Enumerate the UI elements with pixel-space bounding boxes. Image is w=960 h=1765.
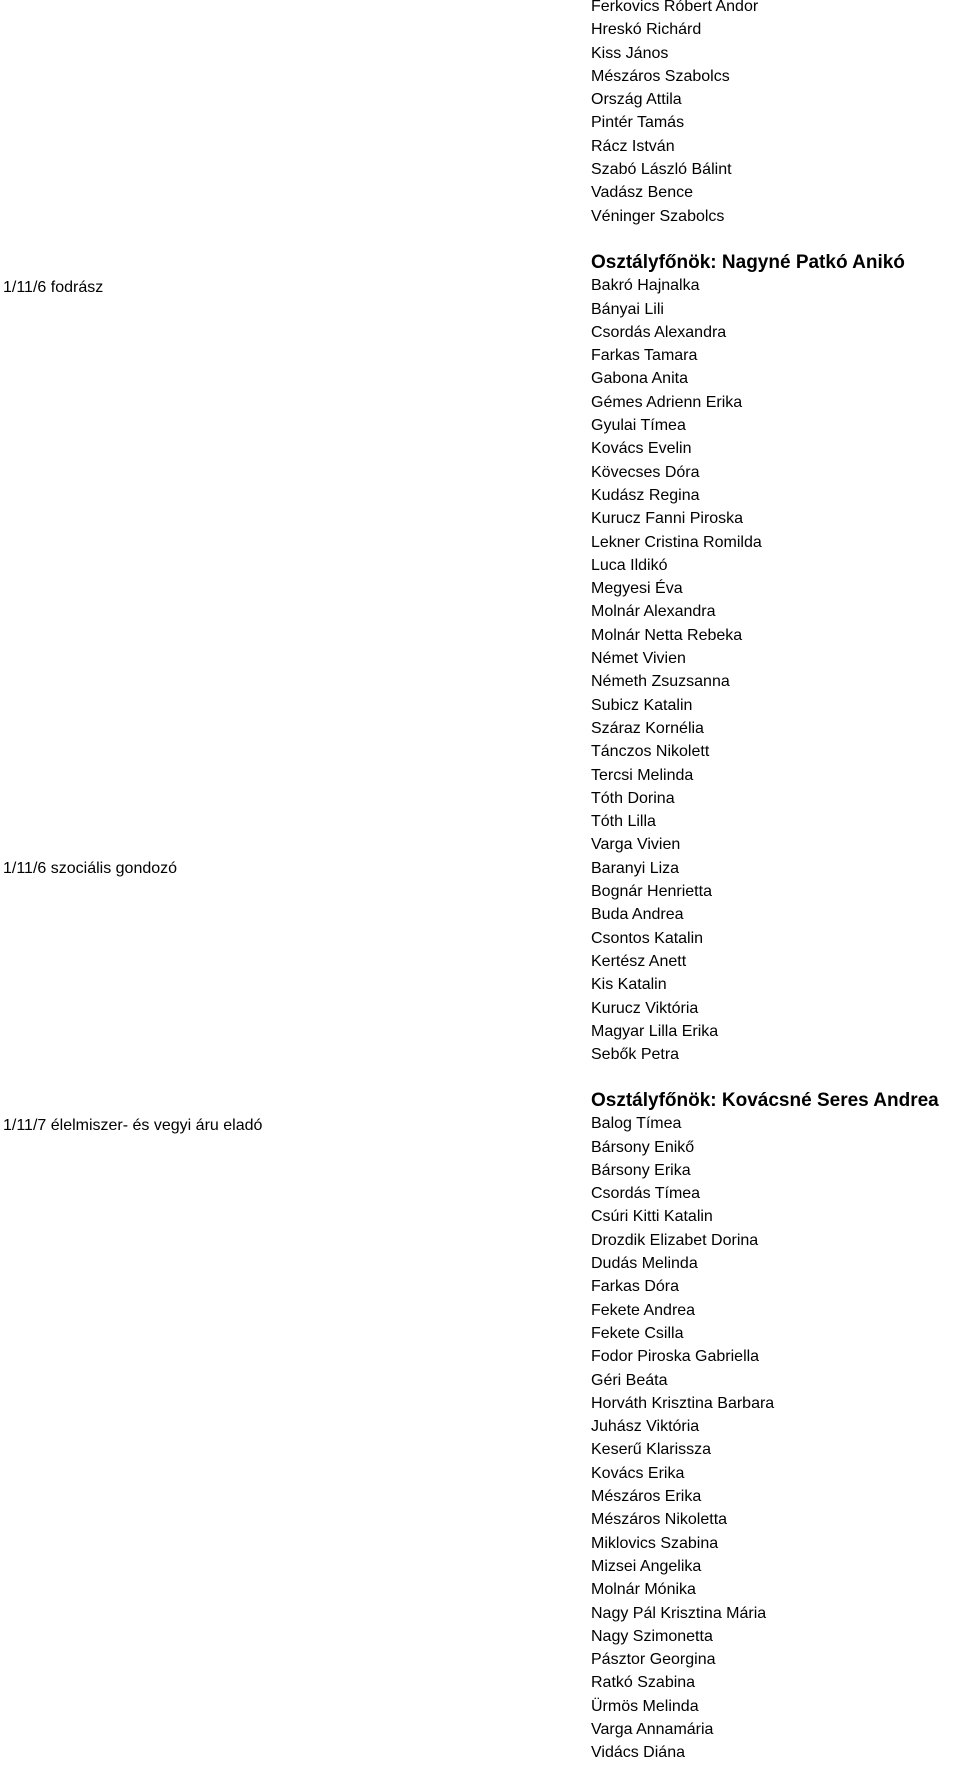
student-name: Pásztor Georgina	[591, 1651, 716, 1669]
student-name: Farkas Tamara	[591, 347, 698, 365]
student-name: Bársony Erika	[591, 1161, 691, 1179]
student-name: Pintér Tamás	[591, 114, 685, 132]
student-name: Fekete Csilla	[591, 1324, 684, 1342]
student-name: Keserű Klarissza	[591, 1441, 712, 1459]
student-name: Kövecses Dóra	[591, 463, 700, 481]
student-name: Mészáros Nikoletta	[591, 1511, 728, 1529]
student-name: Drozdik Elizabet Dorina	[591, 1231, 759, 1249]
student-name: Nagy Pál Krisztina Mária	[591, 1604, 767, 1622]
student-name: Tóth Dorina	[591, 789, 675, 807]
head-teacher-heading: Osztályfőnök: Kovácsné Seres Andrea	[591, 1090, 939, 1111]
student-name: Száraz Kornélia	[591, 719, 704, 737]
student-list-fodrasz-szocialis	[591, 251, 960, 1066]
student-name: Horváth Krisztina Barbara	[591, 1394, 775, 1412]
student-name: Gyulai Tímea	[591, 417, 686, 435]
head-teacher-heading: Osztályfőnök: Nagyné Patkó Anikó	[591, 252, 905, 273]
student-name: Kudász Regina	[591, 486, 700, 504]
student-name: Német Vivien	[591, 650, 686, 668]
student-name: Csontos Katalin	[591, 929, 704, 947]
class-label-elelmiszer-eladoo: 1/11/7 élelmiszer- és vegyi áru eladó	[3, 1117, 263, 1134]
student-name: Nagy Szimonetta	[591, 1627, 713, 1645]
student-name: Ürmös Melinda	[591, 1697, 699, 1715]
student-name: Kiss János	[591, 44, 669, 62]
student-name: Tóth Lilla	[591, 813, 656, 831]
student-name: Bognár Henrietta	[591, 883, 712, 901]
student-name: Tercsi Melinda	[591, 766, 694, 784]
student-name: Bársony Enikő	[591, 1138, 695, 1156]
student-name: Fodor Piroska Gabriella	[591, 1348, 760, 1366]
student-name: Lekner Cristina Romilda	[591, 533, 762, 551]
student-name: Molnár Netta Rebeka	[591, 626, 743, 644]
student-name: Luca Ildikó	[591, 556, 668, 574]
student-name: Vidács Diána	[591, 1744, 685, 1762]
student-name: Bányai Lili	[591, 300, 664, 318]
student-name: Ország Attila	[591, 91, 682, 109]
class-label-szocialis-gondozo: 1/11/6 szociális gondozó	[3, 860, 178, 877]
student-name: Miklovics Szabina	[591, 1534, 719, 1552]
student-name: Farkas Dóra	[591, 1278, 680, 1296]
student-name: Mizsei Angelika	[591, 1557, 702, 1575]
student-name: Németh Zsuzsanna	[591, 673, 730, 691]
student-name: Gémes Adrienn Erika	[591, 393, 743, 411]
student-name: Csordás Alexandra	[591, 323, 727, 341]
student-name: Mészáros Szabolcs	[591, 67, 730, 85]
student-name: Baranyi Liza	[591, 859, 680, 877]
student-name: Kis Katalin	[591, 976, 667, 994]
student-name: Molnár Mónika	[591, 1581, 696, 1599]
class-label-fodrasz: 1/11/6 fodrász	[3, 279, 104, 296]
student-name: Sebők Petra	[591, 1046, 680, 1064]
student-name: Véninger Szabolcs	[591, 207, 725, 225]
student-name: Hreskó Richárd	[591, 21, 702, 39]
student-list-elelmiszer-eladoo	[591, 1089, 960, 1765]
student-name: Megyesi Éva	[591, 580, 683, 598]
student-name: Gabona Anita	[591, 370, 688, 388]
student-name: Rácz István	[591, 137, 675, 155]
student-name: Kurucz Viktória	[591, 999, 699, 1017]
student-name: Fekete Andrea	[591, 1301, 696, 1319]
student-name: Szabó László Bálint	[591, 161, 732, 179]
student-name: Varga Annamária	[591, 1721, 714, 1739]
student-name: Mészáros Erika	[591, 1488, 702, 1506]
student-name: Subicz Katalin	[591, 696, 693, 714]
student-name: Ferkovics Róbert Andor	[591, 0, 759, 15]
student-name: Kovács Evelin	[591, 440, 692, 458]
student-name: Molnár Alexandra	[591, 603, 716, 621]
student-name: Ratkó Szabina	[591, 1674, 696, 1692]
student-name: Tánczos Nikolett	[591, 743, 710, 761]
student-name: Varga Vivien	[591, 836, 681, 854]
student-name: Magyar Lilla Erika	[591, 1022, 719, 1040]
student-name: Géri Beáta	[591, 1371, 668, 1389]
student-list-previous-class	[591, 0, 960, 228]
student-name: Buda Andrea	[591, 906, 684, 924]
student-name: Vadász Bence	[591, 184, 693, 202]
student-name: Bakró Hajnalka	[591, 277, 700, 295]
student-name: Balog Tímea	[591, 1115, 682, 1133]
student-name: Csúri Kitti Katalin	[591, 1208, 713, 1226]
student-name: Kurucz Fanni Piroska	[591, 510, 744, 528]
student-name: Kovács Erika	[591, 1464, 685, 1482]
student-name: Csordás Tímea	[591, 1185, 701, 1203]
student-name: Juhász Viktória	[591, 1418, 700, 1436]
student-name: Dudás Melinda	[591, 1255, 698, 1273]
student-name: Kertész Anett	[591, 952, 687, 970]
